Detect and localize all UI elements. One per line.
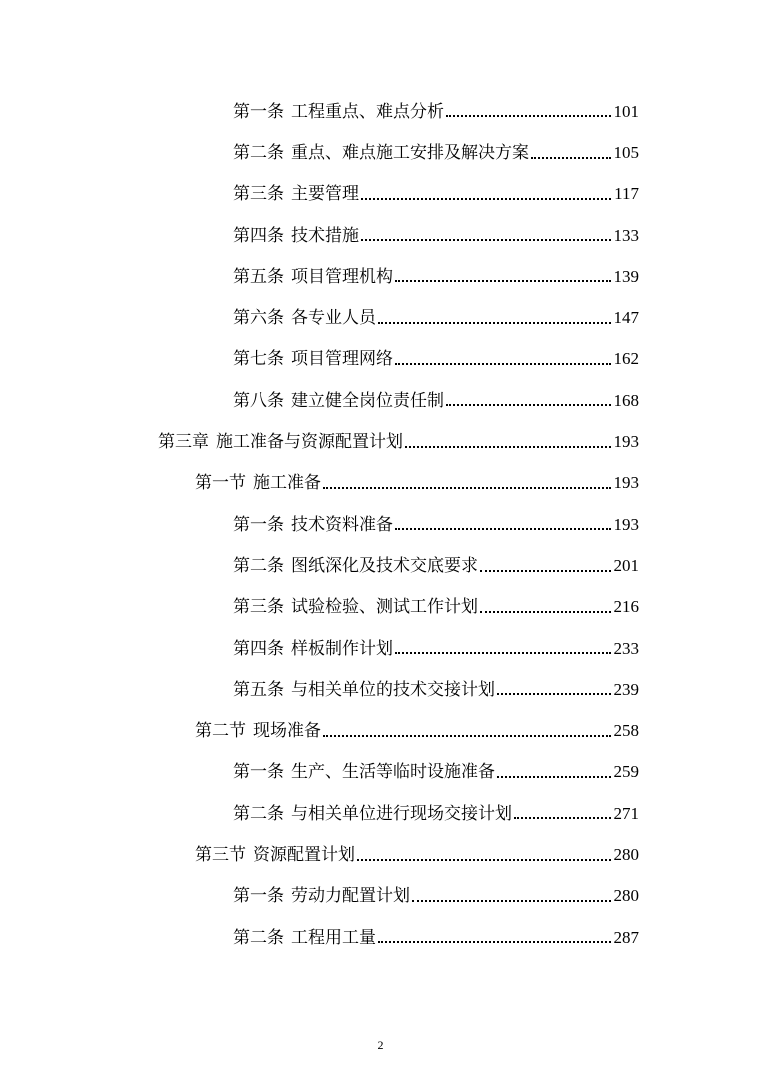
- dot-leader: [361, 238, 611, 241]
- toc-entry-title: 主要管理: [291, 184, 359, 205]
- dot-leader: [395, 651, 611, 654]
- toc-entry-page: 280: [613, 844, 639, 864]
- toc-entry-label: [233, 680, 495, 700]
- toc-entry-number: 第四条: [233, 225, 284, 246]
- dot-leader: [395, 527, 611, 530]
- toc-entry-title: 试验检验、测试工作计划: [291, 597, 478, 618]
- toc-entry-number: 第七条: [233, 349, 284, 370]
- toc-entry[interactable]: [0, 710, 761, 751]
- toc-entry[interactable]: [0, 463, 761, 504]
- toc-entry-label: [233, 886, 410, 906]
- toc-entry-page: 162: [613, 349, 639, 369]
- toc-entry-page: 168: [613, 390, 639, 410]
- toc-entry-label: [233, 267, 393, 287]
- toc-entry-title: 样板制作计划: [291, 638, 393, 659]
- toc-entry-number: 第五条: [233, 679, 284, 700]
- toc-entry-title: 项目管理机构: [291, 266, 393, 287]
- toc-entry-number: 第一条: [233, 101, 284, 122]
- toc-entry-number: 第八条: [233, 390, 284, 411]
- toc-entry-number: 第一条: [233, 514, 284, 535]
- toc-entry[interactable]: [0, 256, 761, 297]
- dot-leader: [497, 692, 611, 695]
- toc-entry-page: 193: [613, 432, 639, 452]
- toc-entry-page: 101: [613, 101, 639, 121]
- toc-entry-page: 280: [613, 886, 639, 906]
- toc-entry-page: 287: [613, 927, 639, 947]
- toc-entry-number: 第二节: [195, 721, 246, 742]
- toc-entry-page: 139: [613, 266, 639, 286]
- toc-entry-title: 与相关单位的技术交接计划: [291, 679, 495, 700]
- toc-entry-page: 259: [613, 762, 639, 782]
- toc-entry-number: 第一条: [233, 762, 284, 783]
- toc-entry-title: 施工准备: [253, 473, 321, 494]
- toc-entry-label: [233, 102, 444, 122]
- toc-entry-title: 各专业人员: [291, 308, 376, 329]
- toc-entry-number: 第二条: [233, 142, 284, 163]
- toc-entry[interactable]: [0, 339, 761, 380]
- toc-entry-number: 第二条: [233, 803, 284, 824]
- dot-leader: [323, 734, 611, 737]
- toc-entry-page: 193: [613, 473, 639, 493]
- dot-leader: [497, 775, 611, 778]
- page-number: 2: [377, 1038, 384, 1052]
- dot-leader: [514, 816, 611, 819]
- toc-entry-page: 117: [614, 184, 639, 204]
- toc-entry[interactable]: [0, 545, 761, 586]
- toc-entry[interactable]: [0, 628, 761, 669]
- toc-entry-title: 项目管理网络: [291, 349, 393, 370]
- toc-entry-page: 233: [613, 638, 639, 658]
- toc-entry-number: 第二条: [233, 555, 284, 576]
- toc-entry-page: 271: [613, 803, 639, 823]
- toc-entry[interactable]: [0, 752, 761, 793]
- toc-entry-title: 重点、难点施工安排及解决方案: [291, 142, 529, 163]
- toc-entry-label: [195, 473, 321, 493]
- toc-entry-title: 技术资料准备: [291, 514, 393, 535]
- toc-entry[interactable]: [0, 587, 761, 628]
- toc-entry-number: 第二条: [233, 927, 284, 948]
- toc-entry-label: [233, 804, 512, 824]
- toc-entry-page: 201: [613, 555, 639, 575]
- toc-entry-number: 第五条: [233, 266, 284, 287]
- toc-entry-label: [233, 928, 376, 948]
- dot-leader: [378, 940, 611, 943]
- toc-entry[interactable]: [0, 504, 761, 545]
- toc-entry-page: 193: [613, 514, 639, 534]
- toc-entry[interactable]: [0, 834, 761, 875]
- toc-entry-number: 第六条: [233, 308, 284, 329]
- dot-leader: [395, 362, 611, 365]
- toc-entry-title: 劳动力配置计划: [291, 886, 410, 907]
- dot-leader: [480, 569, 611, 572]
- toc-entry-page: 239: [613, 679, 639, 699]
- toc-entry-label: [233, 556, 478, 576]
- toc-entry[interactable]: [0, 421, 761, 462]
- toc-entry-title: 技术措施: [291, 225, 359, 246]
- toc-entry-title: 与相关单位进行现场交接计划: [291, 803, 512, 824]
- toc-entry-label: [233, 639, 393, 659]
- table-of-contents: [0, 91, 761, 958]
- toc-entry-page: 133: [613, 225, 639, 245]
- toc-entry-title: 图纸深化及技术交底要求: [291, 555, 478, 576]
- toc-entry-label: [158, 432, 403, 452]
- toc-entry[interactable]: [0, 876, 761, 917]
- toc-entry-title: 现场准备: [253, 721, 321, 742]
- toc-entry[interactable]: [0, 174, 761, 215]
- toc-entry[interactable]: [0, 793, 761, 834]
- dot-leader: [395, 279, 611, 282]
- toc-entry-label: [233, 597, 478, 617]
- toc-entry-number: 第三条: [233, 184, 284, 205]
- dot-leader: [531, 156, 611, 159]
- toc-entry-label: [233, 762, 495, 782]
- toc-entry-title: 建立健全岗位责任制: [291, 390, 444, 411]
- toc-entry[interactable]: [0, 132, 761, 173]
- dot-leader: [361, 197, 611, 200]
- toc-entry[interactable]: [0, 215, 761, 256]
- dot-leader: [378, 321, 611, 324]
- dot-leader: [480, 610, 611, 613]
- toc-entry-label: [233, 184, 359, 204]
- toc-entry-title: 工程用工量: [291, 927, 376, 948]
- toc-entry-title: 施工准备与资源配置计划: [216, 432, 403, 453]
- toc-entry-number: 第一条: [233, 886, 284, 907]
- toc-entry-label: [233, 308, 376, 328]
- toc-entry-number: 第三条: [233, 597, 284, 618]
- toc-entry-label: [195, 721, 321, 741]
- toc-entry-label: [233, 226, 359, 246]
- toc-entry-page: 258: [613, 721, 639, 741]
- toc-entry-page: 105: [613, 142, 639, 162]
- toc-entry-number: 第四条: [233, 638, 284, 659]
- dot-leader: [357, 858, 611, 861]
- toc-entry-title: 工程重点、难点分析: [291, 101, 444, 122]
- toc-entry-number: 第三章: [158, 432, 209, 453]
- dot-leader: [446, 403, 611, 406]
- toc-entry-label: [233, 143, 529, 163]
- toc-entry[interactable]: [0, 917, 761, 958]
- toc-entry-number: 第一节: [195, 473, 246, 494]
- toc-entry-title: 生产、生活等临时设施准备: [291, 762, 495, 783]
- toc-entry-number: 第三节: [195, 844, 246, 865]
- dot-leader: [446, 114, 611, 117]
- toc-entry-page: 147: [613, 308, 639, 328]
- dot-leader: [412, 899, 611, 902]
- toc-entry-page: 216: [613, 597, 639, 617]
- toc-entry-label: [233, 349, 393, 369]
- toc-entry[interactable]: [0, 380, 761, 421]
- toc-entry-label: [233, 391, 444, 411]
- toc-entry[interactable]: [0, 669, 761, 710]
- dot-leader: [323, 486, 611, 489]
- toc-entry-label: [233, 515, 393, 535]
- dot-leader: [405, 445, 611, 448]
- toc-entry-title: 资源配置计划: [253, 844, 355, 865]
- toc-entry[interactable]: [0, 297, 761, 338]
- toc-entry-label: [195, 845, 355, 865]
- toc-entry[interactable]: [0, 91, 761, 132]
